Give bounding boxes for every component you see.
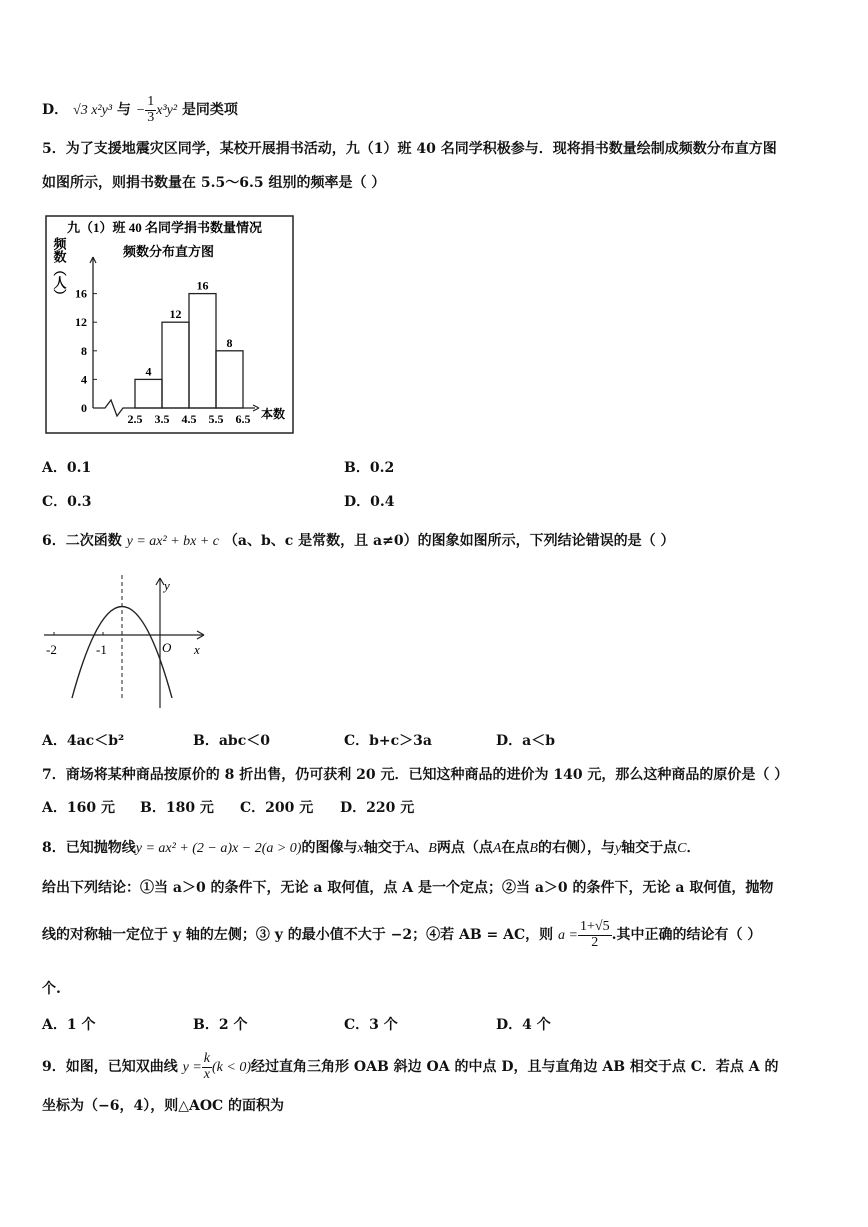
q8-stem-line1 [42, 837, 701, 857]
label-minus2: -2 [46, 642, 57, 657]
label-origin: O [162, 640, 172, 655]
q8-var: C [677, 841, 687, 856]
q6-prefix: 6．二次函数 [42, 533, 122, 549]
q4-tail: 是同类项 [181, 102, 238, 119]
parabola-graph [40, 570, 215, 710]
q4-option-d [42, 95, 238, 125]
x-tick-label: 3.5 [154, 412, 170, 426]
q8-stem-line4: 个. [42, 981, 61, 997]
q6-stem [42, 530, 674, 550]
q5-stem-line1: 5．为了支援地震灾区同学，某校开展捐书活动，九（1）班 40 名同学积极参与．现将捐书数量绘制成频数分布直方图 [42, 141, 777, 157]
histogram-xlabel: 本数 [261, 407, 286, 421]
q8-option-c[interactable]: C．3 个 [344, 1017, 398, 1033]
q7-option-b[interactable]: B．180 元 [140, 800, 214, 816]
q7-option-d[interactable]: D．220 元 [340, 800, 415, 816]
q8-option-a[interactable]: A．1 个 [42, 1017, 96, 1033]
histogram-bar [162, 322, 189, 408]
y-tick-label: 8 [81, 343, 87, 358]
q4-term1: √3 x²y³ [73, 103, 113, 119]
q8-fraction-den: 2 [591, 934, 599, 950]
q9-text: 经过直角三角形 OAB 斜边 OA 的中点 D，且与直角边 AB 相交于点 C．若点 A 的 [251, 1059, 779, 1076]
q8-text: 、 [414, 840, 429, 856]
q8-option-d[interactable]: D．4 个 [496, 1017, 551, 1033]
q4-connector: 与 [116, 102, 131, 119]
q4-term2-den: 3 [147, 109, 155, 125]
q8-var: x [357, 841, 364, 856]
y-tick-label: 4 [81, 372, 87, 387]
q8-stem-line3 [42, 920, 761, 950]
bar-value-label: 4 [145, 364, 152, 379]
x-tick-label: 6.5 [235, 412, 251, 426]
histogram-bar [189, 294, 216, 408]
histogram-ylabel: 频数（人） [51, 237, 67, 302]
q8-text: 在点 [501, 840, 530, 856]
q6-formula: y = ax² + bx + c [126, 534, 220, 549]
y-tick-label: 16 [75, 286, 87, 301]
q8-formula: y = ax² + (2 − a)x − 2(a > 0) [135, 841, 302, 856]
q9-eq: y = [182, 1060, 202, 1076]
label-y: y [164, 578, 170, 593]
q8-var: A [492, 841, 502, 856]
q4-term2-var: x³y² [156, 103, 178, 119]
q8-text: 的图像与 [301, 840, 358, 856]
q8-text: .其中正确的结论有（ ） [611, 927, 762, 944]
q9-stem-line2: 坐标为（−6，4），则△AOC 的面积为 [42, 1098, 285, 1114]
q8-text: ． [686, 840, 701, 856]
label-x: x [194, 642, 200, 657]
q8-text: 轴交于点 [621, 840, 678, 856]
histogram-title: 九（1）班 40 名同学捐书数量情况 [67, 220, 263, 235]
q7-stem: 7．商场将某种商品按原价的 8 折出售，仍可获利 20 元．已知这种商品的进价为 140 元，那么这种商品的原价是（ ） [42, 767, 789, 783]
q8-eq: a = [558, 928, 578, 944]
y-tick-label: 12 [75, 315, 87, 330]
q8-var: A [405, 841, 415, 856]
q6-option-c[interactable]: C．b+c＞3a [344, 733, 432, 749]
q5-option-b[interactable]: B．0.2 [344, 460, 395, 476]
q6-option-a[interactable]: A．4ac＜b² [42, 733, 125, 749]
q7-option-a[interactable]: A．160 元 [42, 800, 115, 816]
x-tick-label: 5.5 [208, 412, 224, 426]
q5-option-d[interactable]: D．0.4 [344, 494, 395, 510]
q8-fraction-num: 1+√5 [580, 919, 610, 934]
q8-text: 的右侧），与 [537, 840, 615, 856]
q8-fraction [578, 920, 612, 950]
q6-option-b[interactable]: B．abc＜0 [193, 733, 270, 749]
q9-fraction [202, 1052, 212, 1082]
q8-text: 轴交于 [363, 840, 406, 856]
q9-text: 9．如图，已知双曲线 [42, 1059, 178, 1076]
q8-var: y [614, 841, 622, 856]
histogram-bar [216, 351, 243, 408]
q5-stem-line2: 如图所示，则捐书数量在 5.5～6.5 组别的频率是（ ） [42, 175, 386, 191]
q6-suffix: （a、b、c 是常数，且 a≠0）的图象如图所示，下列结论错误的是（ ） [223, 533, 675, 549]
histogram-bar [135, 379, 162, 408]
histogram-subtitle: 频数分布直方图 [123, 244, 215, 259]
q8-var: B [529, 841, 538, 856]
q9-cond: (k < 0) [212, 1060, 252, 1076]
histogram-figure [45, 215, 295, 435]
q6-option-d[interactable]: D．a＜b [496, 733, 556, 749]
q4-term2-sign: − [135, 103, 146, 119]
q8-text: 8．已知抛物线 [42, 840, 136, 856]
q4-term2-fraction [145, 95, 156, 125]
bar-value-label: 8 [226, 335, 233, 350]
q8-text: 两点（点 [436, 840, 493, 856]
bar-value-label: 12 [169, 307, 182, 322]
q7-option-c[interactable]: C．200 元 [240, 800, 314, 816]
q9-fraction-den: x [203, 1066, 211, 1082]
q4-option-d-label: D． [42, 102, 69, 119]
q5-option-a[interactable]: A．0.1 [42, 460, 92, 476]
bar-value-label: 16 [196, 278, 209, 293]
x-tick-label: 2.5 [127, 412, 143, 426]
q8-option-b[interactable]: B．2 个 [193, 1017, 248, 1033]
q8-text: 线的对称轴一定位于 y 轴的左侧；③ y 的最小值不大于 −2；④若 AB = AC，则 [42, 927, 554, 944]
label-minus1: -1 [96, 642, 107, 657]
q8-stem-line2: 给出下列结论：①当 a＞0 的条件下，无论 a 取何值，点 A 是一个定点；②当 a＞0 的条件下，无论 a 取何值，抛物 [42, 880, 774, 896]
y-tick-label: 0 [81, 401, 87, 415]
q9-stem-line1 [42, 1052, 779, 1082]
q8-var: B [428, 841, 437, 856]
histogram-plot-area [75, 257, 259, 426]
q9-fraction-num: k [203, 1051, 211, 1066]
q4-term2-num: 1 [147, 94, 155, 109]
q5-option-c[interactable]: C．0.3 [42, 494, 92, 510]
x-tick-label: 4.5 [181, 412, 197, 426]
